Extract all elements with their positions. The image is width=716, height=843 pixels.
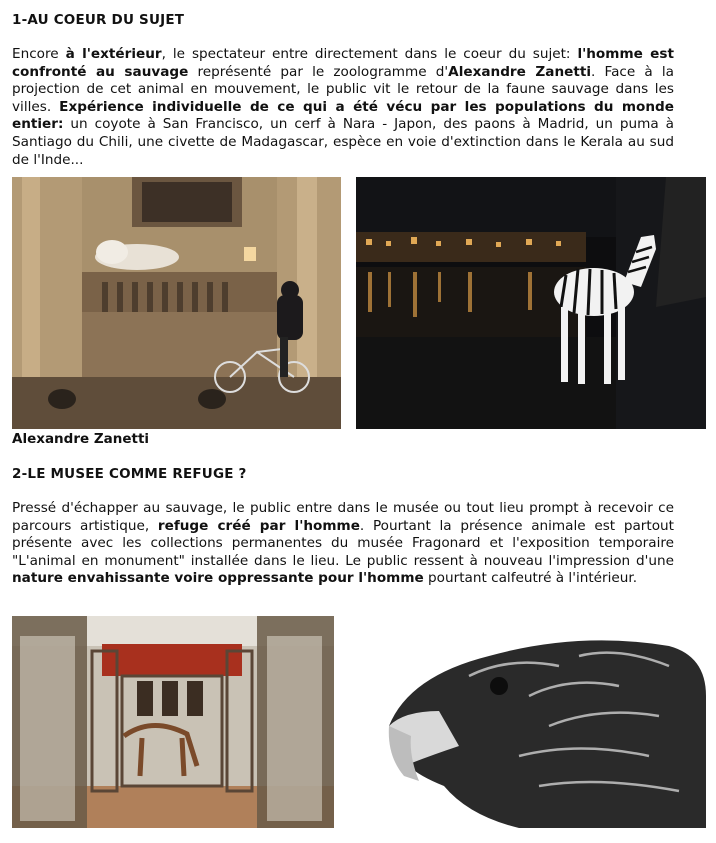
body-text: . Pourtant la présence animale est partout présente avec les collections permanentes du musée Fragonard et l'exposition temporaire "L'animal en monument" installée dans le lieu. Le public ressent à nouveau l'impression d'une — [12, 517, 674, 569]
emphasis-text: Alexandre Zanetti — [448, 63, 592, 80]
photo-lion-projection-cyclist — [12, 177, 341, 429]
emphasis-text: à l'extérieur — [65, 46, 162, 62]
body-text: Pressé d'échapper au sauvage, le public entre dans le musée ou tout lieu prompt à recevoir ce parcours artistique, — [12, 500, 674, 534]
photo-zebra-projection-night — [356, 177, 706, 429]
body-text: . Face à la projection de cet animal en mouvement, le public vit le retour de la faune sauvage dans les villes. — [12, 63, 674, 115]
body-text: pourtant calfeutré à l'intérieur. — [423, 570, 638, 587]
section-1-heading: 1-AU COEUR DU SUJET — [12, 12, 185, 28]
body-text: Encore — [12, 46, 66, 62]
photo-museum-fragonard-cases — [12, 616, 334, 828]
emphasis-text: nature envahissante voire oppressante pour l'homme — [12, 570, 424, 587]
section-2-paragraph — [12, 500, 674, 588]
body-text: représenté par le zoologramme d' — [188, 63, 449, 80]
photo-caption: Alexandre Zanetti — [12, 431, 150, 447]
body-text: un coyote à San Francisco, un cerf à Nara - Japon, des paons à Madrid, un puma à Santiago du Chili, une civette de Madagascar, espèce en voie d'extinction dans le Kerala au sud de l'Inde... — [12, 116, 674, 168]
emphasis-text: refuge créé par l'homme — [157, 517, 360, 534]
emphasis-text: l'homme est confronté au sauvage — [12, 46, 674, 80]
section-1-paragraph — [12, 46, 674, 169]
photo-eagle-sculpture — [349, 616, 706, 828]
emphasis-text: Expérience individuelle de ce qui a été vécu par les populations du monde entier: — [12, 98, 674, 133]
section-2-heading: 2-LE MUSEE COMME REFUGE ? — [12, 466, 247, 482]
body-text: , le spectateur entre directement dans le coeur du sujet: — [161, 46, 578, 62]
